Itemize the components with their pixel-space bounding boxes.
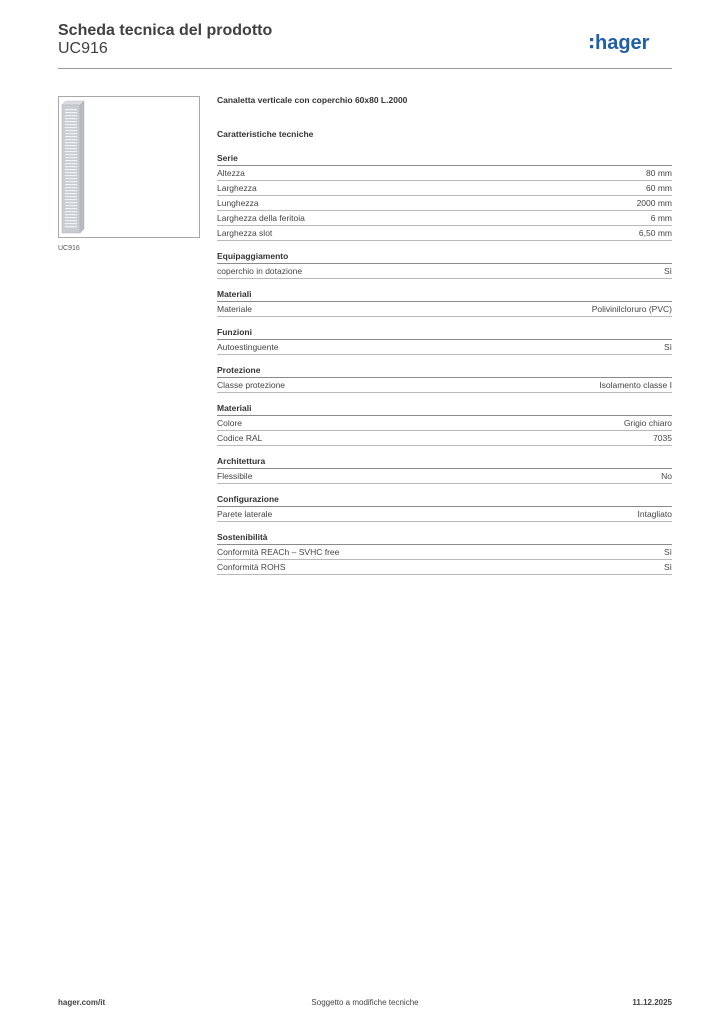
spec-value: 7035 [653,432,672,443]
spec-value: 2000 mm [636,197,672,208]
spec-row [217,431,672,446]
footer-note: Soggetto a modifiche tecniche [311,998,419,1007]
spec-value: 6,50 mm [638,227,672,238]
page-header [58,20,672,70]
spec-section [217,288,672,317]
spec-value: No [661,470,672,481]
spec-label: coperchio in dotazione [217,265,303,276]
spec-row [217,416,672,431]
page-footer [58,998,672,1012]
spec-row [217,211,672,226]
spec-value: Isolamento classe I [599,379,672,390]
spec-sections [217,152,672,575]
spec-section [217,455,672,484]
spec-row [217,226,672,241]
spec-value: Sì [663,341,672,352]
spec-value: 80 mm [646,167,672,178]
spec-row [217,545,672,560]
spec-value: 6 mm [650,212,672,223]
spec-label: Conformità REACh – SVHC free [217,546,340,557]
spec-label: Larghezza slot [217,227,273,238]
spec-label: Classe protezione [217,379,286,390]
footer-date: 11.12.2025 [632,998,672,1007]
product-code: UC916 [58,40,108,57]
section-title: Configurazione [217,493,672,507]
spec-section [217,493,672,522]
section-title: Architettura [217,455,672,469]
spec-label: Larghezza della feritoia [217,212,305,223]
section-title: Protezione [217,364,672,378]
spec-value: Sì [663,546,672,557]
spec-value: Polivinilcloruro (PVC) [591,303,672,314]
spec-value: Sì [663,265,672,276]
spec-row [217,507,672,522]
hager-logo [590,26,672,58]
spec-section [217,531,672,575]
spec-row [217,196,672,211]
spec-row [217,181,672,196]
spec-label: Colore [217,417,243,428]
spec-content [217,95,672,575]
section-title: Sostenibilità [217,531,672,545]
spec-label: Altezza [217,167,245,178]
spec-label: Flessibile [217,470,253,481]
spec-value: 60 mm [646,182,672,193]
cable-duct-illustration [59,97,199,237]
section-title: Materiali [217,402,672,416]
section-title: Funzioni [217,326,672,340]
characteristics-title: Caratteristiche tecniche [217,129,314,139]
spec-row [217,340,672,355]
spec-label: Parete laterale [217,508,273,519]
section-title: Serie [217,152,672,166]
header-divider [58,68,672,69]
image-caption: UC916 [58,245,80,252]
spec-row [217,166,672,181]
section-title: Materiali [217,288,672,302]
spec-label: Conformità ROHS [217,561,286,572]
spec-row [217,469,672,484]
spec-row [217,378,672,393]
svg-text:hager: hager [595,32,650,54]
footer-website[interactable]: hager.com/it [58,998,106,1007]
spec-label: Materiale [217,303,252,314]
spec-value: Intagliato [637,508,672,519]
spec-value: Grigio chiaro [623,417,672,428]
spec-label: Autoestinguente [217,341,279,352]
spec-row [217,264,672,279]
spec-label: Codice RAL [217,432,263,443]
spec-label: Lunghezza [217,197,259,208]
page-title: Scheda tecnica del prodotto [58,22,273,39]
spec-value: Sì [663,561,672,572]
spec-label: Larghezza [217,182,257,193]
spec-row [217,302,672,317]
section-title: Equipaggiamento [217,250,672,264]
product-image [58,96,200,238]
product-description: Canaletta verticale con coperchio 60x80 L.2000 [217,95,408,105]
spec-section [217,364,672,393]
spec-section [217,326,672,355]
spec-section [217,152,672,241]
spec-section [217,402,672,446]
spec-row [217,560,672,575]
spec-section [217,250,672,279]
